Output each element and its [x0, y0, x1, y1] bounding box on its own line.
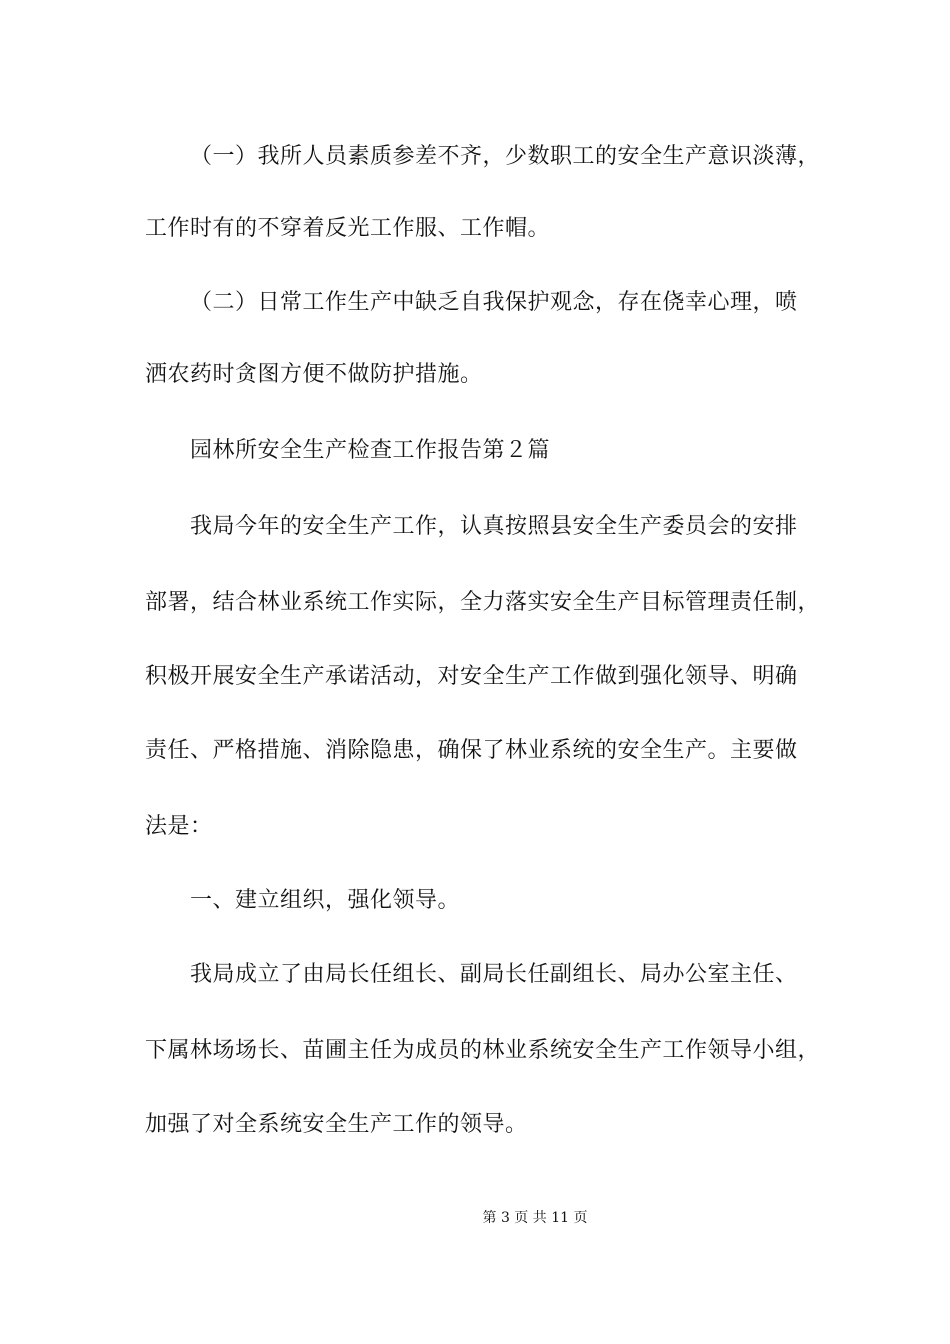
paragraph-line: 我局成立了由局长任组长、副局长任副组长、局办公室主任、: [190, 962, 798, 987]
section-heading: 园林所安全生产检查工作报告第２篇: [190, 438, 551, 463]
paragraph-line: 下属林场场长、苗圃主任为成员的林业系统安全生产工作领导小组，: [145, 1038, 821, 1063]
paragraph-line: 积极开展安全生产承诺活动，对安全生产工作做到强化领导、明确: [145, 664, 798, 689]
paragraph-line: 法是：: [145, 814, 213, 839]
paragraph-line: （一）我所人员素质参差不齐，少数职工的安全生产意识淡薄，: [190, 144, 821, 169]
paragraph-line: 洒农药时贪图方便不做防护措施。: [145, 362, 483, 387]
page-footer: [0, 1208, 950, 1228]
paragraph-line: 部署，结合林业系统工作实际，全力落实安全生产目标管理责任制，: [145, 590, 821, 615]
paragraph-line: 加强了对全系统安全生产工作的领导。: [145, 1112, 528, 1137]
page-number: 第 3 页 共 11 页: [482, 1210, 588, 1226]
paragraph-line: 工作时有的不穿着反光工作服、工作帽。: [145, 216, 551, 241]
paragraph-line: （二）日常工作生产中缺乏自我保护观念，存在侥幸心理，喷: [190, 290, 798, 315]
subsection-heading: 一、建立组织，强化领导。: [190, 888, 461, 913]
paragraph-line: 责任、严格措施、消除隐患，确保了林业系统的安全生产。主要做: [145, 738, 798, 763]
paragraph-line: 我局今年的安全生产工作，认真按照县安全生产委员会的安排: [190, 514, 798, 539]
